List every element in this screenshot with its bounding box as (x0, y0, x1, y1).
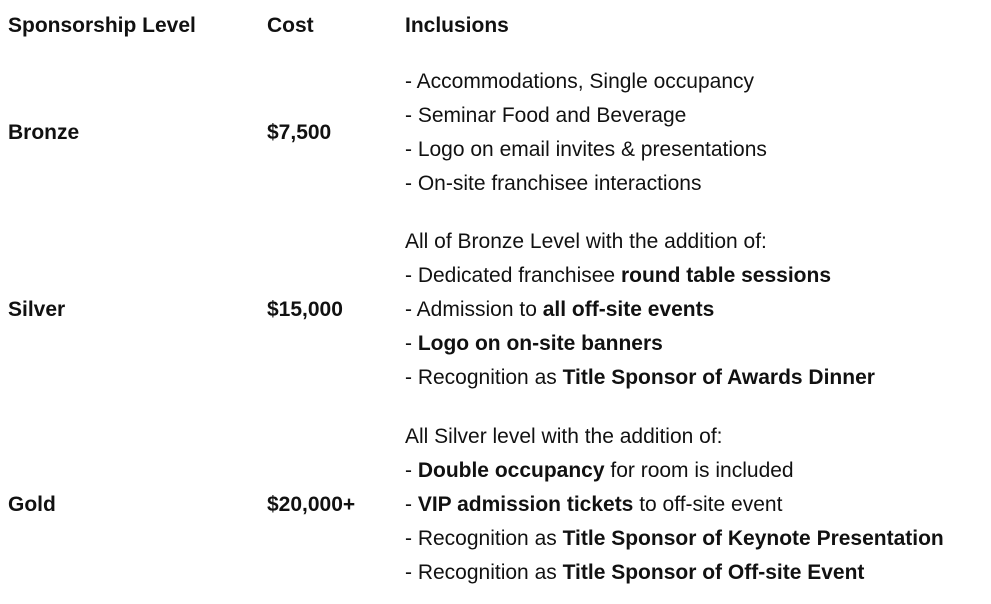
inclusion-item (405, 225, 875, 259)
cost-bronze: $7,500 (267, 121, 332, 144)
header-inclusions: Inclusions (405, 14, 509, 37)
inclusion-text: All of Bronze Level with the addition of: (405, 230, 767, 253)
inclusion-item (405, 167, 767, 201)
level-gold: Gold (8, 493, 56, 516)
inclusion-bold-text: round table sessions (620, 264, 832, 287)
inclusion-item (405, 133, 767, 167)
inclusions-silver (405, 225, 875, 395)
inclusion-text: - (405, 459, 418, 482)
inclusion-item (405, 65, 767, 99)
inclusion-bold-text: Logo on on-site banners (417, 332, 663, 355)
inclusion-text: - (405, 493, 418, 516)
inclusion-text: - Recognition as (405, 366, 563, 389)
inclusion-item (405, 259, 875, 293)
inclusion-bold-text: Title Sponsor of Awards Dinner (562, 366, 875, 389)
inclusions-gold (405, 420, 944, 590)
inclusion-text-after: to off-site event (633, 493, 783, 516)
inclusion-text: - Admission to (405, 298, 543, 321)
level-silver: Silver (8, 298, 66, 321)
header-sponsorship-level: Sponsorship Level (8, 14, 196, 37)
inclusion-text: - Logo on email invites & presentations (405, 138, 767, 161)
inclusion-item (405, 454, 944, 488)
inclusion-bold-text: VIP admission tickets (417, 493, 634, 516)
inclusion-text: - Dedicated franchisee (405, 264, 621, 287)
inclusion-bold-text: all off-site events (542, 298, 715, 321)
inclusion-item (405, 327, 875, 361)
inclusion-text: - Recognition as (405, 527, 563, 550)
level-bronze: Bronze (8, 121, 80, 144)
inclusion-text: - Seminar Food and Beverage (405, 104, 687, 127)
inclusion-text: - On-site franchisee interactions (405, 172, 702, 195)
inclusion-text: All Silver level with the addition of: (405, 425, 723, 448)
inclusion-item (405, 420, 944, 454)
cost-gold: $20,000+ (267, 493, 356, 516)
inclusion-text: - (405, 332, 418, 355)
inclusion-text-after: for room is included (604, 459, 794, 482)
inclusion-bold-text: Title Sponsor of Keynote Presentation (562, 527, 944, 550)
inclusion-item (405, 361, 875, 395)
inclusion-item (405, 99, 767, 133)
cost-silver: $15,000 (267, 298, 343, 321)
inclusion-text: - Recognition as (405, 561, 563, 584)
inclusion-bold-text: Title Sponsor of Off-site Event (562, 561, 865, 584)
inclusion-item (405, 293, 875, 327)
inclusion-item (405, 556, 944, 590)
inclusion-text: - Accommodations, Single occupancy (405, 70, 755, 93)
inclusion-bold-text: Double occupancy (417, 459, 605, 482)
inclusion-item (405, 522, 944, 556)
inclusions-bronze (405, 65, 767, 201)
header-cost: Cost (267, 14, 314, 37)
inclusion-item (405, 488, 944, 522)
